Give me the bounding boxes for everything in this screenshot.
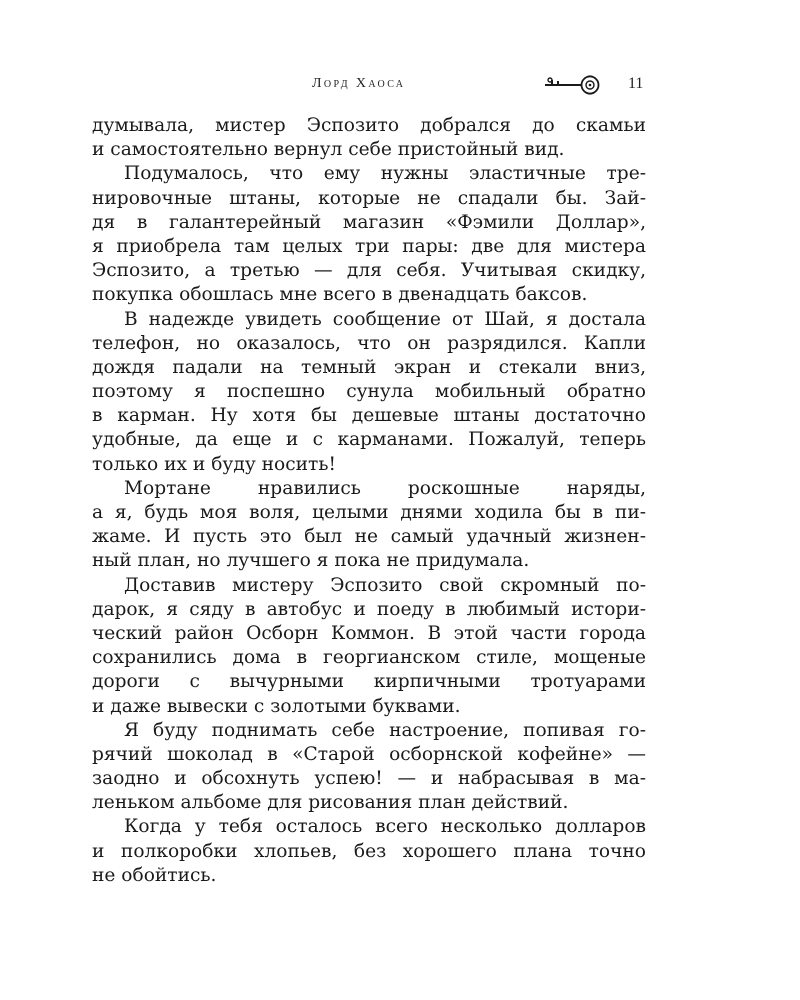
page-number: 11 [628,75,644,92]
text-line: в карман. Ну хотя бы дешевые штаны достаточно [92,405,646,427]
text-line: дарок, я сяду в автобус и поеду в любимый истори- [92,598,646,620]
text-line: и даже вывески с золотыми буквами. [92,695,461,717]
page-header [0,70,800,100]
text-line: думывала, мистер Эспозито добрался до скамьи [92,115,646,136]
text-line: дождя падали на темный экран и стекали вниз, [92,356,646,378]
text-line: и самостоятельно вернул себе пристойный вид. [92,139,565,161]
text-line: жаме. И пусть это был не самый удачный жизнен- [92,526,646,548]
text-line: Эспозито, а третью — для себя. Учитывая скидку, [92,260,646,282]
text-line: леньком альбоме для рисования план действий. [92,792,569,814]
text-line: а я, будь моя воля, целыми днями ходила бы в пи- [92,502,646,523]
text-line: сохранились дома в георгианском стиле, мощеные [92,647,646,669]
text-line: и полкоробки хлопьев, без хорошего плана точно [92,840,646,862]
text-line: телефон, но оказалось, что он разрядился. Капли [92,332,646,354]
text-line: Мортане нравились роскошные наряды, [124,477,646,499]
text-line: поэтому я поспешно сунула мобильный обратно [92,381,646,403]
text-line: В надежде увидеть сообщение от Шай, я достала [124,308,646,330]
text-line: Подумалось, что ему нужны эластичные тре- [124,163,646,185]
running-title: Лорд Хаоса [312,76,406,91]
text-line: рячий шоколад в «Старой осборнской кофейне» — [92,743,646,765]
text-line: я приобрела там целых три пары: две для мистера [92,235,646,257]
text-line: покупка обошлась мне всего в двенадцать баксов. [92,284,588,306]
key-ornament-icon [544,74,604,96]
text-line: ческий район Осборн Коммон. В этой части города [92,622,646,644]
text-line: удобные, да еще и с карманами. Пожалуй, теперь [92,429,646,451]
text-line: заодно и обсохнуть успею! — и набрасывая в ма- [92,768,646,790]
text-line: Я буду поднимать себе настроение, попивая го- [124,719,646,741]
text-line: Доставив мистеру Эспозито свой скромный по- [124,574,646,596]
text-line: Когда у тебя осталось всего несколько долларов [124,816,646,838]
text-line: не обойтись. [92,864,217,886]
text-line: ный план, но лучшего я пока не придумала. [92,550,530,572]
text-line: дя в галантерейный магазин «Фэмили Доллар», [92,211,646,233]
text-line: дороги с вычурными кирпичными тротуарами [92,671,646,693]
body-text [92,114,646,888]
text-line: только их и буду носить! [92,453,336,475]
text-line: нировочные штаны, которые не спадали бы. Зай- [92,187,646,209]
